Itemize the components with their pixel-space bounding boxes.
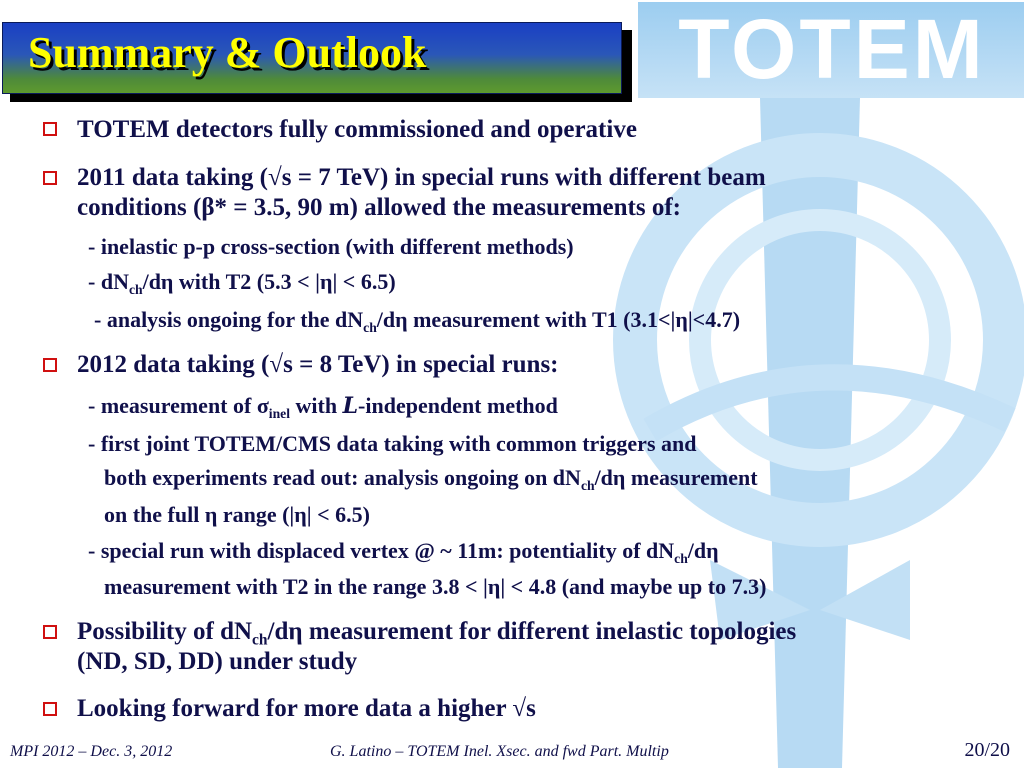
luminosity-symbol: L [342,393,359,419]
dash: - [88,431,96,456]
sub-item-1-text: inelastic p-p cross-section (with different methods) [100,234,574,259]
sub-item-3-text-b: /dη measurement with T1 (3.1<|η|<4.7) [376,307,741,332]
footer-left: MPI 2012 – Dec. 3, 2012 [10,743,173,760]
sub-item-2-text-a: dN [100,269,129,294]
sub-item-4-text-c: -independent method [358,393,558,418]
dash: - [88,538,96,563]
logo-text: TOTEM [678,2,986,96]
bullet-text-4-line1 [77,618,797,649]
sub-item-5-line3: on the full η range (|η| < 6.5) [104,502,370,527]
sub-item-5-line1 [88,431,696,457]
sub-item-5-text-1: first joint TOTEM/CMS data taking with common triggers and [100,431,697,456]
dash: - [88,269,96,294]
sub-item-2-text-b: /dη with T2 (5.3 < |η| < 6.5) [142,269,396,294]
sub-item-5-line2 [104,465,758,491]
sub-item-6-text-1a: special run with displaced vertex @ ~ 11m: potentiality of dN [100,538,675,563]
bullet-box-icon [43,625,57,639]
sub-item-2 [88,269,396,295]
slide-title: Summary & Outlook [28,28,427,77]
sub-item-6-line1 [88,538,719,564]
sub-item-3 [94,307,740,333]
totem-logo-graphic [610,0,1024,768]
bullet-text-4a: Possibility of dN [77,618,253,645]
sub-item-1 [88,234,574,260]
bullet-text-5: Looking forward for more data a higher √s [77,695,536,722]
bullet-box-icon [43,702,57,716]
footer-center: G. Latino – TOTEM Inel. Xsec. and fwd Part. Multip [330,743,669,760]
sub-item-4 [88,393,558,419]
subscript: ch [674,550,688,566]
bullet-text-2-line2: conditions (β* = 3.5, 90 m) allowed the measurements of: [77,194,681,221]
bullet-text-4b: /dη measurement for different inelastic topologies [267,618,797,645]
sub-item-6-text-1b: /dη [687,538,719,563]
subscript: ch [580,477,595,493]
sub-item-4-text-a: measurement of σ [100,393,269,418]
sub-item-3-text-a: analysis ongoing for the dN [106,307,364,332]
dash: - [94,307,102,332]
sub-item-6-line2: measurement with T2 in the range 3.8 < |η| < 4.8 (and maybe up to 7.3) [104,574,767,599]
subscript: ch [363,319,377,335]
bullet-text-2-line1: 2011 data taking (√s = 7 TeV) in special runs with different beam [77,164,766,191]
dash: - [88,234,96,259]
page-number: 20/20 [964,739,1010,761]
sub-item-4-text-b: with [290,393,343,418]
bullet-box-icon [43,358,57,372]
bullet-box-icon [43,171,57,185]
sub-item-5-text-2b: /dη measurement [594,465,758,490]
subscript: inel [268,405,290,421]
bullet-text-1: TOTEM detectors fully commissioned and operative [77,116,637,143]
dash: - [88,393,96,418]
subscript: ch [252,631,268,649]
subscript: ch [128,281,143,297]
totem-logo-watermark [610,0,1024,768]
bullet-text-4-line2: (ND, SD, DD) under study [77,648,358,675]
sub-item-5-text-2a: both experiments read out: analysis ongoing on dN [104,465,581,490]
bullet-box-icon [43,122,57,136]
bullet-text-3: 2012 data taking (√s = 8 TeV) in special runs: [77,351,559,378]
